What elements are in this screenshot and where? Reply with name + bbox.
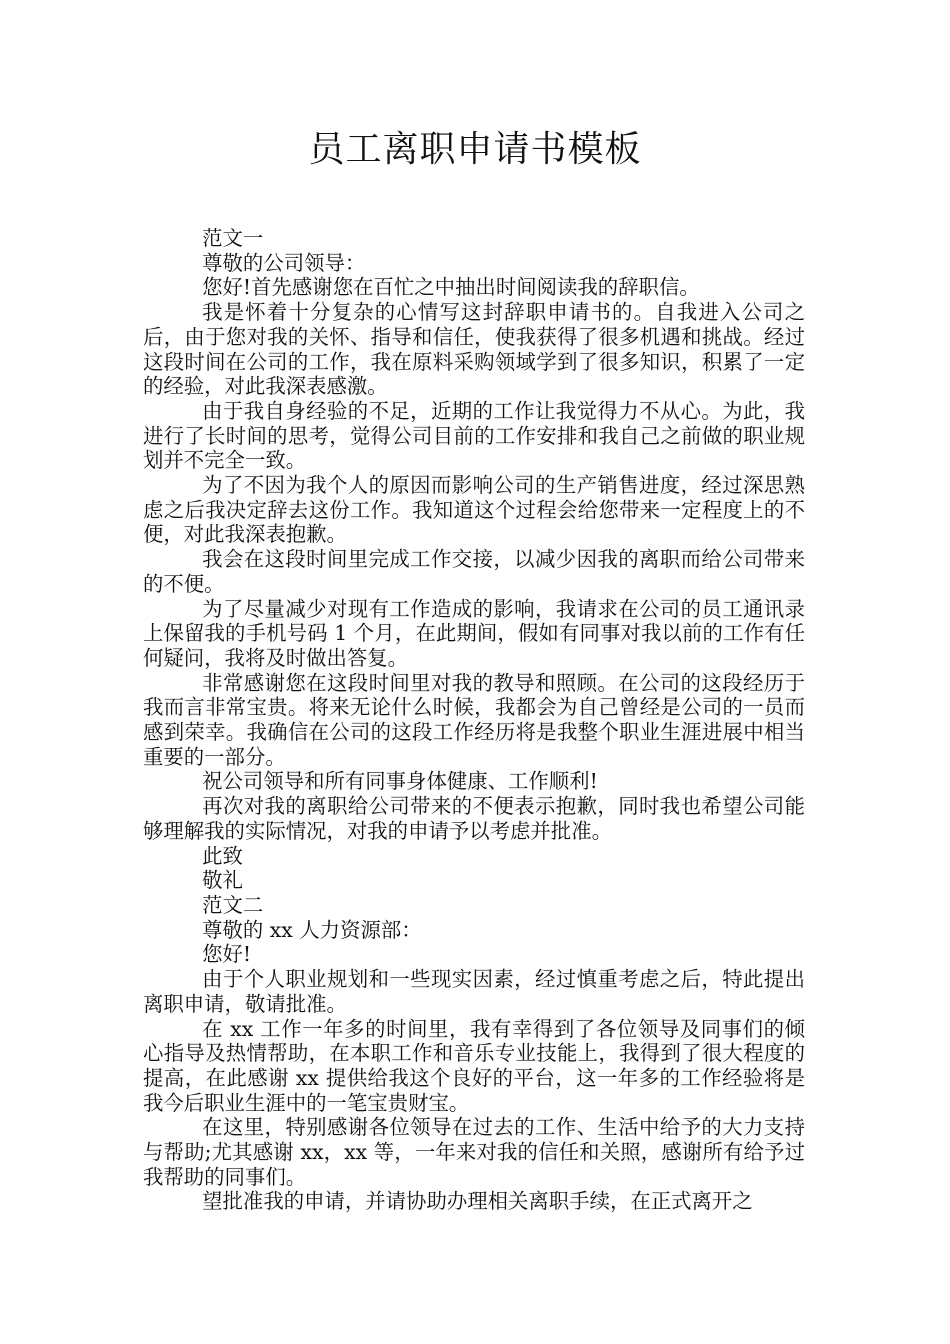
paragraph: 尊敬的公司领导： bbox=[202, 250, 366, 275]
paragraph: 范文二 bbox=[202, 892, 264, 917]
paragraph: 由于我自身经验的不足，近期的工作让我觉得力不从心。为此，我进行了长时间的思考，觉得公司目前的工作安排和我自己之前做的职业规划并不完全一致。 bbox=[143, 398, 805, 473]
paragraph: 望批准我的申请，并请协助办理相关离职手续，在正式离开之 bbox=[202, 1189, 753, 1214]
paragraph: 在这里，特别感谢各位领导在过去的工作、生活中给予的大力支持与帮助;尤其感谢 xx，xx 等，一年来对我的信任和关照，感谢所有给予过我帮助的同事们。 bbox=[143, 1115, 805, 1189]
paragraph: 再次对我的离职给公司带来的不便表示抱歉，同时我也希望公司能够理解我的实际情况，对我的申请予以考虑并批准。 bbox=[143, 794, 805, 843]
paragraph: 您好!首先感谢您在百忙之中抽出时间阅读我的辞职信。 bbox=[202, 275, 700, 300]
paragraph: 为了尽量减少对现有工作造成的影响，我请求在公司的员工通讯录上保留我的手机号码 1 个月，在此期间，假如有同事对我以前的工作有任何疑问，我将及时做出答复。 bbox=[143, 596, 805, 670]
paragraph: 此致 bbox=[202, 843, 243, 868]
paragraph: 范文一 bbox=[202, 226, 264, 250]
document-body bbox=[143, 226, 805, 1214]
paragraph: 尊敬的 xx 人力资源部： bbox=[202, 917, 422, 942]
paragraph: 我会在这段时间里完成工作交接，以减少因我的离职而给公司带来的不便。 bbox=[143, 547, 805, 596]
paragraph: 非常感谢您在这段时间里对我的教导和照顾。在公司的这段经历于我而言非常宝贵。将来无论什么时候，我都会为自己曾经是公司的一员而感到荣幸。我确信在公司的这段工作经历将是我整个职业生涯进展中相当重要的一部分。 bbox=[143, 670, 805, 769]
paragraph: 我是怀着十分复杂的心情写这封辞职申请书的。自我进入公司之后，由于您对我的关怀、指导和信任，使我获得了很多机遇和挑战。经过这段时间在公司的工作，我在原料采购领域学到了很多知识，积累了一定的经验，对此我深表感激。 bbox=[143, 300, 805, 399]
paragraph: 敬礼 bbox=[202, 868, 243, 893]
paragraph: 由于个人职业规划和一些现实因素，经过慎重考虑之后，特此提出离职申请，敬请批准。 bbox=[143, 967, 805, 1016]
paragraph: 您好! bbox=[202, 942, 252, 967]
paragraph: 在 xx 工作一年多的时间里，我有幸得到了各位领导及同事们的倾心指导及热情帮助，在本职工作和音乐专业技能上，我得到了很大程度的提高，在此感谢 xx 提供给我这个良好的平台，这一年多的工作经验将是我今后职业生涯中的一笔宝贵财宝。 bbox=[143, 1016, 805, 1115]
paragraph: 祝公司领导和所有同事身体健康、工作顺利! bbox=[202, 769, 598, 794]
document-title: 员工离职申请书模板 bbox=[308, 129, 642, 170]
paragraph: 为了不因为我个人的原因而影响公司的生产销售进度，经过深思熟虑之后我决定辞去这份工作。我知道这个过程会给您带来一定程度上的不便，对此我深表抱歉。 bbox=[143, 473, 805, 547]
